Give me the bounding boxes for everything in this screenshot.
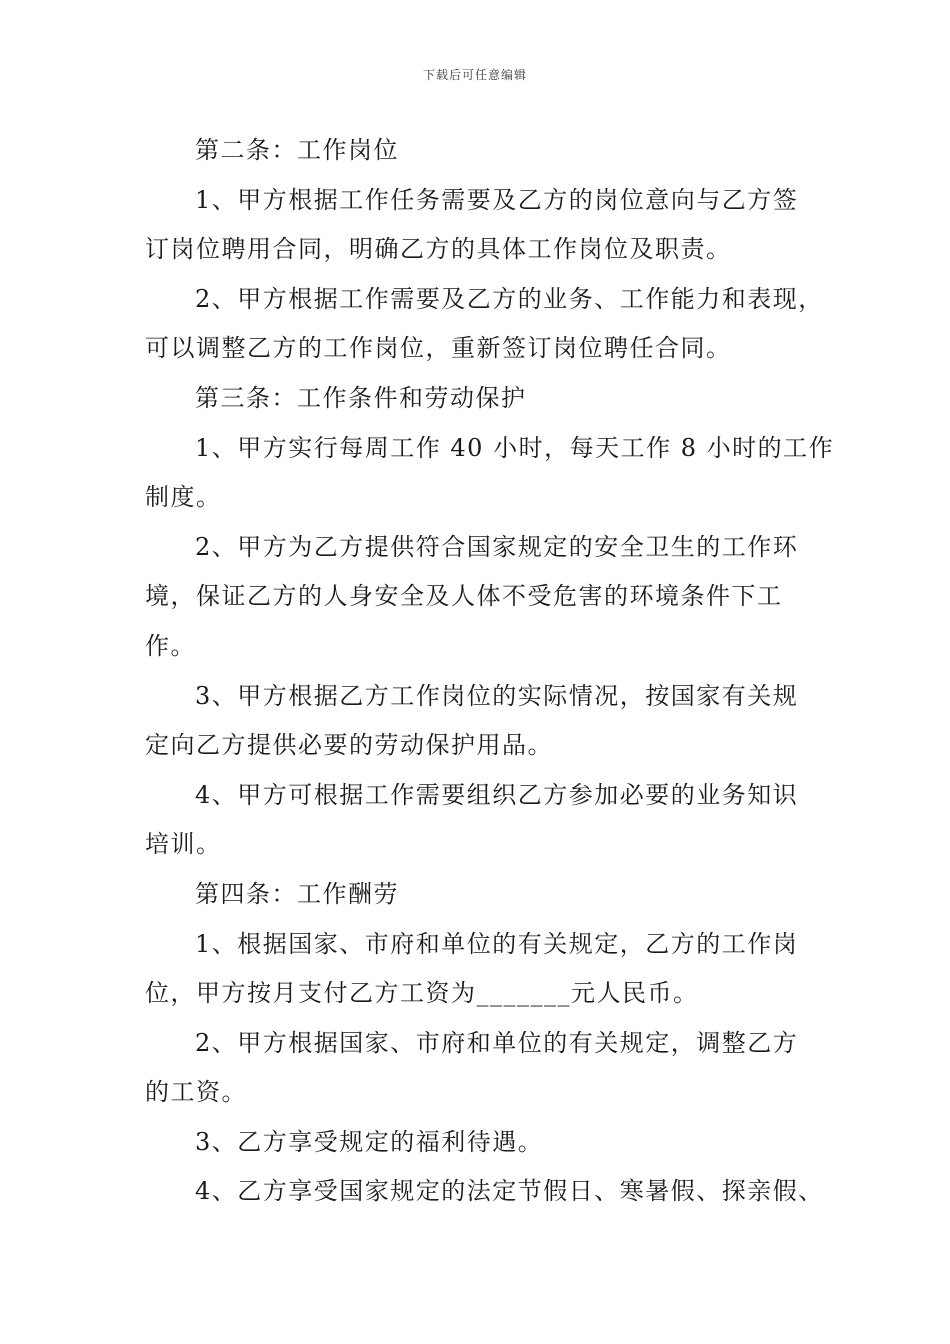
section-heading-article-2: 第二条：工作岗位 [195, 136, 399, 164]
paragraph-line: 定向乙方提供必要的劳动保护用品。 [145, 731, 553, 760]
paragraph-line: 作。 [145, 631, 196, 660]
paragraph-line: 3、甲方根据乙方工作岗位的实际情况，按国家有关规 [195, 681, 799, 710]
paragraph-line: 境，保证乙方的人身安全及人体不受危害的环境条件下工 [145, 582, 783, 611]
paragraph-line: 培训。 [145, 830, 222, 859]
paragraph-line: 订岗位聘用合同，明确乙方的具体工作岗位及职责。 [145, 235, 732, 264]
paragraph-line: 1、根据国家、市府和单位的有关规定，乙方的工作岗 [195, 929, 799, 958]
paragraph-line: 2、甲方根据国家、市府和单位的有关规定，调整乙方 [195, 1028, 799, 1057]
paragraph-line: 位，甲方按月支付乙方工资为_______元人民币。 [145, 979, 699, 1008]
section-heading-article-3: 第三条：工作条件和劳动保护 [195, 383, 527, 412]
paragraph-line: 的工资。 [145, 1078, 247, 1107]
section-heading-article-4: 第四条：工作酬劳 [195, 879, 399, 908]
paragraph-line: 2、甲方根据工作需要及乙方的业务、工作能力和表现， [195, 284, 824, 313]
paragraph-line: 4、乙方享受国家规定的法定节假日、寒暑假、探亲假、 [195, 1177, 824, 1206]
paragraph-line: 1、甲方根据工作任务需要及乙方的岗位意向与乙方签 [195, 185, 799, 214]
paragraph-line: 3、乙方享受规定的福利待遇。 [195, 1127, 544, 1156]
paragraph-line: 1、甲方实行每周工作 40 小时，每天工作 8 小时的工作 [195, 433, 835, 462]
page-header: 下载后可任意编辑 [422, 68, 527, 82]
paragraph-line: 制度。 [145, 483, 222, 512]
paragraph-line: 可以调整乙方的工作岗位，重新签订岗位聘任合同。 [145, 334, 732, 363]
paragraph-line: 2、甲方为乙方提供符合国家规定的安全卫生的工作环 [195, 532, 799, 561]
paragraph-line: 4、甲方可根据工作需要组织乙方参加必要的业务知识 [195, 780, 799, 809]
document-body [145, 126, 835, 1217]
